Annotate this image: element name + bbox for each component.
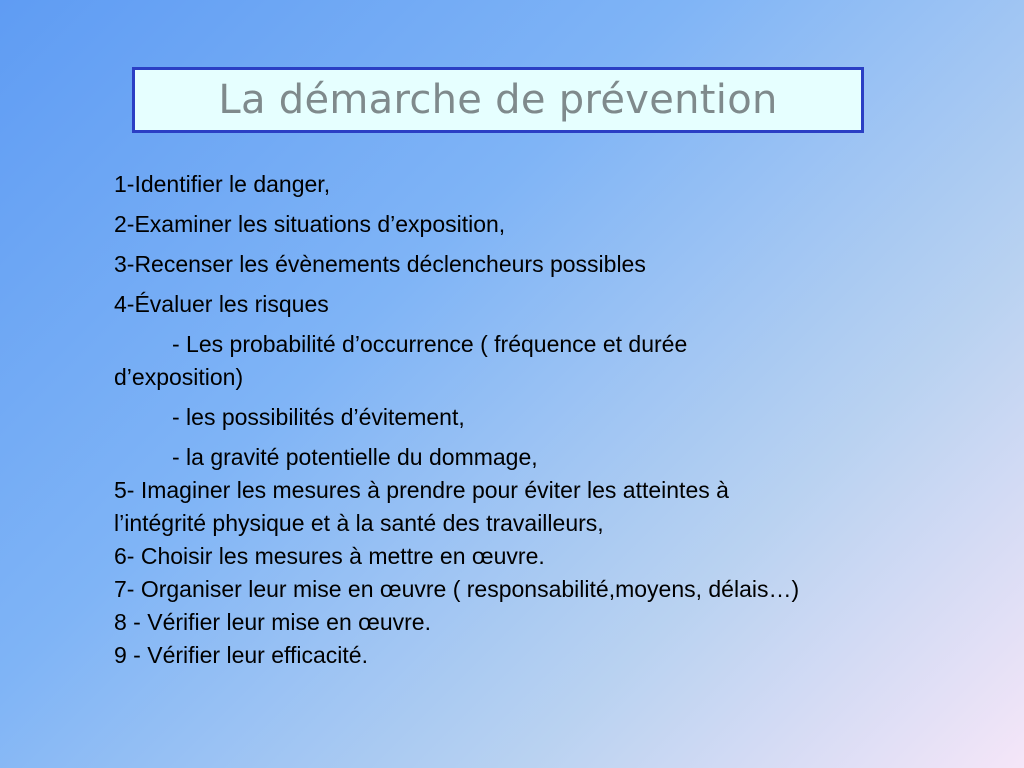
slide-body xyxy=(114,168,994,672)
step-2-line: 2-Examiner les situations d’exposition, xyxy=(114,211,506,237)
step-5-line: 5- Imaginer les mesures à prendre pour éviter les atteintes à xyxy=(114,477,729,503)
step-9-line: 9 - Vérifier leur efficacité. xyxy=(114,642,368,668)
step-4-sub-probability-continuation: d’exposition) xyxy=(114,364,244,390)
step-4-sub-avoidance-line: - les possibilités d’évitement, xyxy=(172,404,465,430)
step-4-sub-severity-line: - la gravité potentielle du dommage, xyxy=(172,444,538,470)
step-4-sub-probability-line: - Les probabilité d’occurrence ( fréquence et durée xyxy=(172,331,688,357)
step-1-line: 1-Identifier le danger, xyxy=(114,171,331,197)
slide-title: La démarche de prévention xyxy=(218,77,778,123)
step-6-line: 6- Choisir les mesures à mettre en œuvre. xyxy=(114,543,545,569)
step-8-line: 8 - Vérifier leur mise en œuvre. xyxy=(114,609,431,635)
step-4-line: 4-Évaluer les risques xyxy=(114,291,329,317)
step-7-line: 7- Organiser leur mise en œuvre ( responsabilité,moyens, délais…) xyxy=(114,576,800,602)
step-3-line: 3-Recenser les évènements déclencheurs possibles xyxy=(114,251,646,277)
step-5-continuation: l’intégrité physique et à la santé des travailleurs, xyxy=(114,510,604,536)
slide-title-box xyxy=(132,67,864,133)
